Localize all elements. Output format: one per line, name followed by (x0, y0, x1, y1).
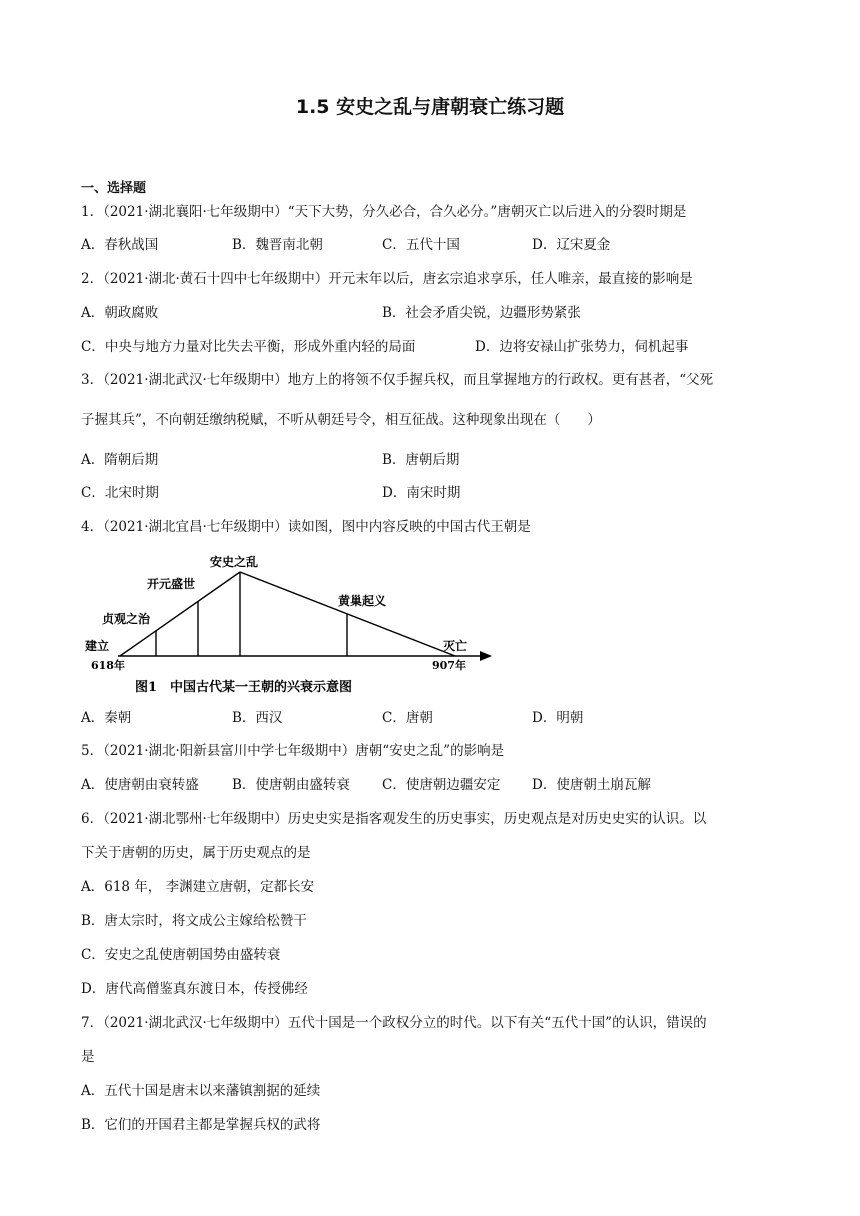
huangchao-label: 黄巢起义 (338, 594, 387, 608)
question-1-option-c: C．五代十国 (382, 237, 460, 253)
start-event-label: 建立 (85, 639, 110, 653)
start-year-label: 618年 (91, 659, 125, 672)
question-5-option-d: D．使唐朝土崩瓦解 (532, 777, 651, 793)
question-3-option-c: C．北宋时期 (81, 485, 159, 501)
question-5-stem: 5．（2021·湖北·阳新县富川中学七年级期中）唐朝“安史之乱”的影响是 (81, 743, 505, 759)
question-1-option-b: B．魏晋南北朝 (232, 237, 323, 253)
anshi-label: 安史之乱 (210, 555, 259, 569)
question-6-stem-line-2: 下关于唐朝的历史，属于历史观点的是 (81, 845, 311, 861)
end-year-label: 907年 (432, 659, 466, 672)
question-2-option-d: D．边将安禄山扩张势力，伺机起事 (475, 339, 689, 355)
question-2-option-a: A．朝政腐败 (81, 305, 159, 321)
question-6-option-b: B．唐太宗时，将文成公主嫁给松赞干 (81, 913, 307, 929)
zhenguan-label: 贞观之治 (102, 612, 151, 626)
question-2-option-c: C．中央与地方力量对比失去平衡，形成外重内轻的局面 (81, 339, 416, 355)
question-4-option-c: C．唐朝 (382, 710, 433, 726)
question-7-option-a: A．五代十国是唐末以来藩镇割据的延续 (81, 1083, 321, 1099)
question-1-stem: 1．（2021·湖北襄阳·七年级期中）“天下大势，分久必合，合久必分。”唐朝灭亡以后进入的分裂时期是 (81, 204, 687, 220)
dynasty-rise-fall-diagram (80, 548, 500, 698)
question-3-stem-line-2: 子握其兵”，不向朝廷缴纳税赋，不听从朝廷号令，相互征战。这种现象出现在（ ） (81, 412, 601, 428)
figure-caption: 图1 中国古代某一王朝的兴衰示意图 (135, 680, 353, 695)
question-3-option-b: B．唐朝后期 (382, 452, 460, 468)
end-event-label: 灭亡 (443, 639, 468, 653)
question-4-option-d: D．明朝 (532, 710, 584, 726)
section-heading: 一、选择题 (81, 181, 147, 196)
question-2-option-b: B．社会矛盾尖锐，边疆形势紧张 (382, 305, 581, 321)
page-title: 1.5 安史之乱与唐朝衰亡练习题 (295, 96, 565, 118)
question-1-option-d: D．辽宋夏金 (532, 237, 611, 253)
question-6-stem-line-1: 6．（2021·湖北鄂州·七年级期中）历史史实是指客观发生的历史事实，历史观点是对历史史实的认识。以 (81, 811, 707, 827)
question-7-option-b: B．它们的开国君主都是掌握兵权的武将 (81, 1117, 321, 1133)
question-5-option-c: C．使唐朝边疆安定 (382, 777, 501, 793)
kaiyuan-label: 开元盛世 (147, 577, 196, 591)
question-7-stem-line-2: 是 (81, 1049, 95, 1065)
question-6-option-c: C．安史之乱使唐朝国势由盛转衰 (81, 947, 281, 963)
axis-arrow-icon (480, 651, 492, 661)
question-4-stem: 4．（2021·湖北宜昌·七年级期中）读如图，图中内容反映的中国古代王朝是 (81, 519, 531, 535)
question-5-option-a: A．使唐朝由衰转盛 (81, 777, 199, 793)
question-3-option-d: D．南宋时期 (382, 485, 461, 501)
question-5-option-b: B．使唐朝由盛转衰 (232, 777, 350, 793)
question-4-option-a: A．秦朝 (81, 710, 132, 726)
question-3-option-a: A．隋朝后期 (81, 452, 159, 468)
question-1-option-a: A．春秋战国 (81, 237, 159, 253)
question-4-option-b: B．西汉 (232, 710, 283, 726)
question-6-option-a: A．618 年， 李渊建立唐朝，定都长安 (81, 879, 315, 895)
question-2-stem: 2．（2021·湖北·黄石十四中七年级期中）开元末年以后，唐玄宗追求享乐，任人唯亲，最直接的影响是 (81, 271, 693, 287)
question-3-stem-line-1: 3．（2021·湖北武汉·七年级期中）地方上的将领不仅手握兵权，而且掌握地方的行政权。更有甚者，“父死 (81, 372, 714, 388)
question-6-option-d: D．唐代高僧鉴真东渡日本，传授佛经 (81, 981, 308, 997)
question-7-stem-line-1: 7．（2021·湖北武汉·七年级期中）五代十国是一个政权分立的时代。以下有关“五代十国”的认识，错误的 (81, 1015, 707, 1031)
